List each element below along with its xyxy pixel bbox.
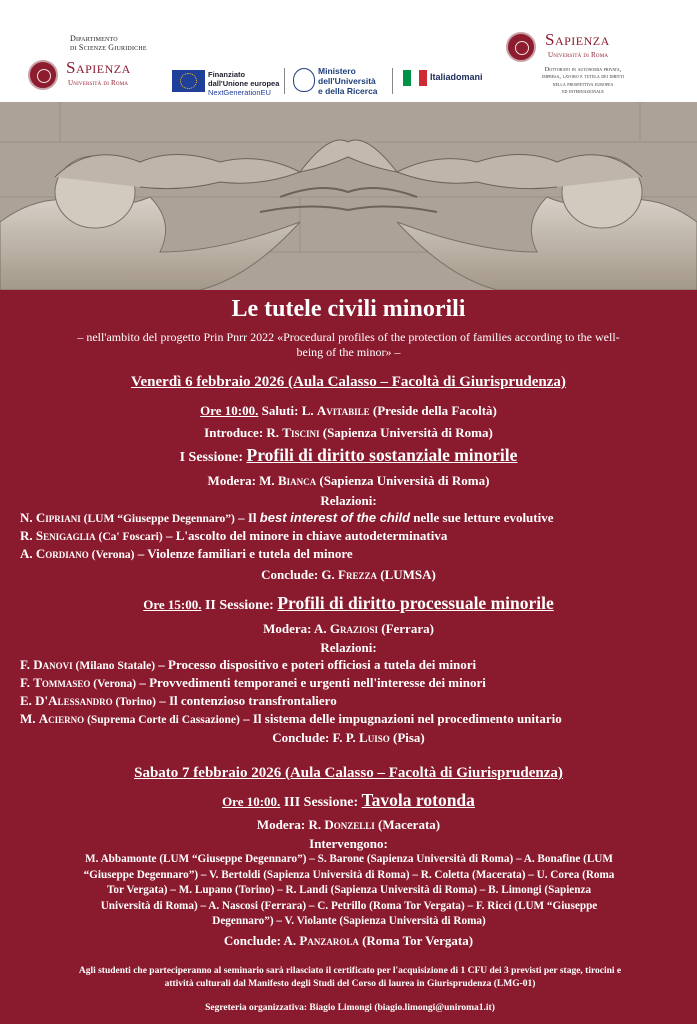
sapienza-seal-icon-right bbox=[506, 32, 536, 62]
mur-logo: Ministero dell'Università e della Ricerca bbox=[318, 66, 378, 96]
session3-heading: Ore 10:00. III Sessione: Tavola rotonda bbox=[222, 790, 475, 810]
day1-heading: Venerdì 6 febbraio 2026 (Aula Calasso – Facoltà di Giurisprudenza) bbox=[131, 374, 566, 390]
session2-talk: E. D'Alessandro (Torino) – Il contenzioso transfrontaliero bbox=[20, 693, 337, 708]
session2-modera: Modera: A. Graziosi (Ferrara) bbox=[263, 621, 434, 636]
session2-talk: M. Acierno (Suprema Corte di Cassazione) – Il sistema delle impugnazioni nel procedimento unitario bbox=[20, 711, 562, 726]
sapienza-seal-icon bbox=[28, 60, 58, 90]
italiadomani-logo: Italiadomani bbox=[430, 72, 483, 82]
divider bbox=[284, 68, 285, 94]
session1-relazioni-label: Relazioni: bbox=[320, 493, 377, 508]
cfu-note: Agli studenti che parteciperanno al seminario sarà rilasciato il certificato per l'acquisizione di 1 CFU dei 3 previsti per stage, tirocini e attività culturali dal Manifesto degli Studi del Corso di laurea in Giurisprudenza (LMG-01) bbox=[78, 966, 622, 989]
session3-conclude: Conclude: A. Panzarola (Roma Tor Vergata) bbox=[223, 933, 474, 948]
session2-relazioni-label: Relazioni: bbox=[320, 640, 377, 655]
sapienza-logo-sub: Università di Roma bbox=[68, 79, 129, 87]
day1-saluti: Ore 10:00. Saluti: L. Avitabile (Preside della Facoltà) bbox=[200, 403, 497, 418]
republic-emblem-icon bbox=[293, 68, 315, 92]
header-logos bbox=[0, 0, 697, 102]
session1-talk: A. Cordiano (Verona) – Violenze familiari e tutela del minore bbox=[20, 546, 353, 561]
divider bbox=[392, 68, 393, 94]
relief-illustration bbox=[0, 102, 697, 290]
sapienza-logo-sub-right: Università di Roma bbox=[548, 51, 609, 59]
subtitle: – nell'ambito del progetto Prin Pnrr 2022 «Procedural profiles of the protection of families according to the well- being of the minor» – bbox=[77, 330, 620, 359]
program-panel bbox=[0, 290, 697, 1024]
day1-introduce: Introduce: R. Tiscini (Sapienza Università di Roma) bbox=[204, 425, 493, 440]
eu-flag-icon bbox=[172, 70, 205, 92]
session2-conclude: Conclude: F. P. Luiso (Pisa) bbox=[272, 730, 425, 745]
session3-intervengono-label: Intervengono: bbox=[309, 836, 388, 851]
eu-funding-logo: Finanziato dall'Unione europea NextGenerationEU bbox=[208, 70, 280, 97]
doctorate-label: Dottorato in autonomia privata, impresa, lavoro e tutela dei diritti nella prospettiva europea ed internazionale bbox=[542, 66, 624, 96]
session1-conclude: Conclude: G. Frezza (LUMSA) bbox=[261, 567, 436, 582]
session1-heading: I Sessione: Profili di diritto sostanziale minorile bbox=[179, 445, 518, 465]
participants-list: M. Abbamonte (LUM “Giuseppe Degennaro”) – S. Barone (Sapienza Università di Roma) – A. Bonafine (LUM “Giuseppe Degennaro”) – V. Bertoldi (Sapienza Università di Roma) – R. Coletta (Macerata) – U. Corea (Roma Tor Vergata) – M. Lupano (Torino) – R. Landi (Sapienza Università di Roma) – B. Limongi (Sapienza Università di Roma) – A. Nascosi (Ferrara) – C. Petrillo (Roma Tor Vergata) – F. Ricci (LUM “Giuseppe Degennaro”) – V. Violante (Sapienza Università di Roma) bbox=[83, 853, 615, 928]
session1-talk: R. Senigaglia (Ca' Foscari) – L'ascolto del minore in chiave autodeterminativa bbox=[20, 528, 448, 543]
day2-heading: Sabato 7 febbraio 2026 (Aula Calasso – Facoltà di Giurisprudenza) bbox=[134, 765, 563, 781]
sapienza-logo-name: Sapienza bbox=[66, 58, 131, 77]
session2-talk: F. Tommaseo (Verona) – Provvedimenti temporanei e urgenti nell'interesse dei minori bbox=[20, 675, 486, 690]
department-label: Dipartimento di Scienze Giuridiche bbox=[70, 34, 147, 52]
session1-talk: N. Cipriani (LUM “Giuseppe Degennaro”) – Il best interest of the child nelle sue letture evolutive bbox=[20, 510, 554, 525]
page-title: Le tutele civili minorili bbox=[231, 296, 466, 322]
session2-heading: Ore 15:00. II Sessione: Profili di diritto processuale minorile bbox=[143, 593, 554, 613]
session1-modera: Modera: M. Bianca (Sapienza Università di Roma) bbox=[207, 473, 490, 488]
segreteria-note: Segreteria organizzativa: Biagio Limongi (biagio.limongi@uniroma1.it) bbox=[205, 1003, 495, 1013]
session2-talk: F. Danovi (Milano Statale) – Processo dispositivo e poteri officiosi a tutela dei minori bbox=[20, 657, 477, 672]
italiadomani-flag-icon bbox=[403, 70, 427, 86]
stone-relief-image bbox=[0, 102, 697, 290]
sapienza-logo-name-right: Sapienza bbox=[545, 30, 610, 49]
session3-modera: Modera: R. Donzelli (Macerata) bbox=[256, 817, 441, 832]
